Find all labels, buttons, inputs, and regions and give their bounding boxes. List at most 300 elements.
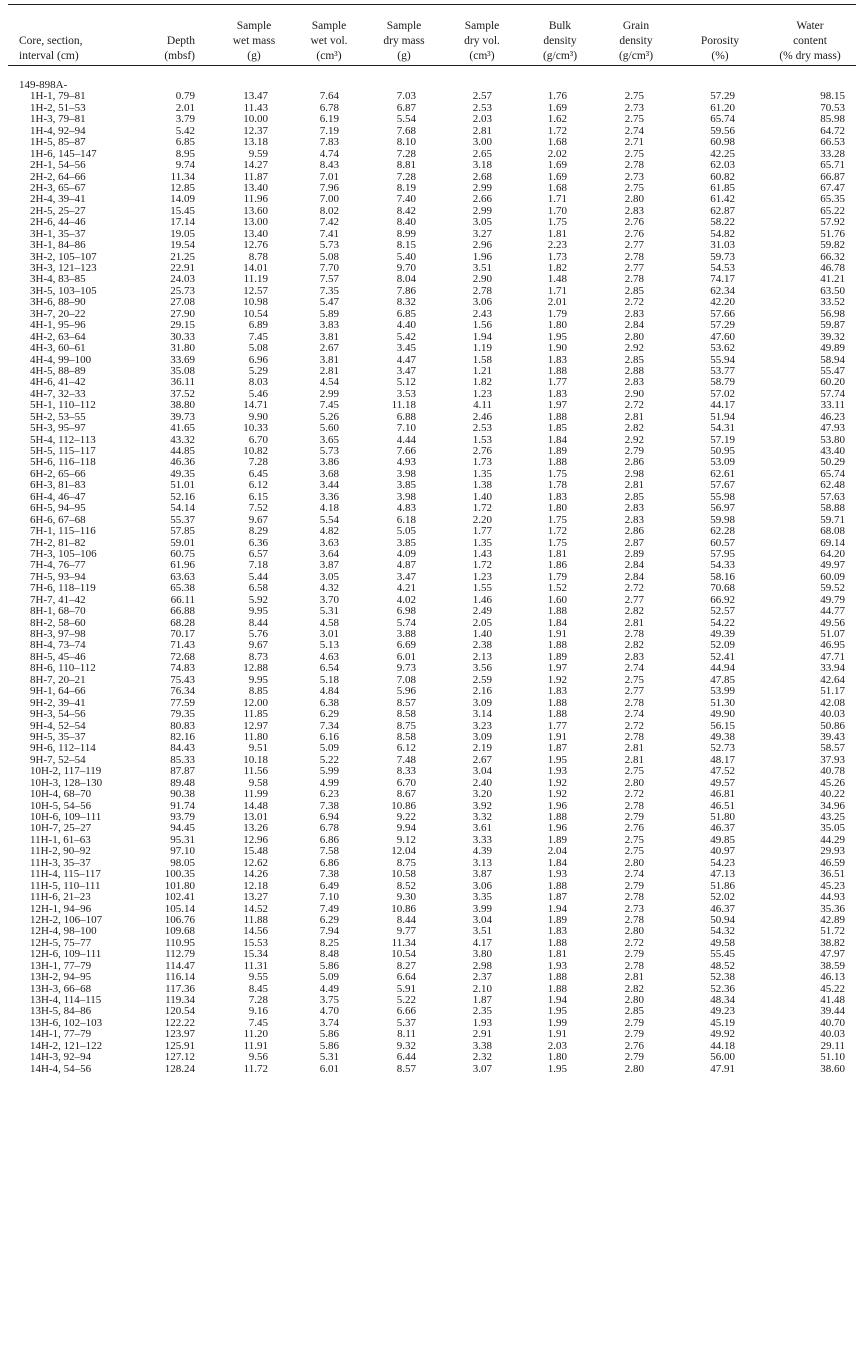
cell-dry_mass: 9.30 bbox=[396, 891, 416, 904]
cell-water: 45.26 bbox=[820, 776, 845, 789]
cell-dry_mass: 12.04 bbox=[391, 845, 416, 858]
cell-water: 98.15 bbox=[820, 90, 845, 103]
cell-depth: 0.79 bbox=[175, 90, 195, 103]
cell-depth: 68.28 bbox=[170, 616, 195, 629]
cell-core: 4H-6, 41–42 bbox=[30, 376, 86, 389]
cell-wet_vol: 6.16 bbox=[319, 730, 339, 743]
cell-porosity: 57.19 bbox=[710, 433, 735, 446]
cell-dry_vol: 3.06 bbox=[472, 296, 492, 309]
cell-dry_vol: 1.53 bbox=[472, 433, 492, 446]
cell-depth: 127.12 bbox=[164, 1051, 195, 1064]
table-row bbox=[0, 503, 863, 514]
cell-grain: 2.77 bbox=[624, 239, 644, 252]
cell-core: 1H-2, 51–53 bbox=[30, 101, 86, 114]
cell-core: 10H-6, 109–111 bbox=[30, 811, 102, 823]
cell-grain: 2.75 bbox=[624, 765, 644, 778]
table-row bbox=[0, 892, 863, 903]
cell-grain: 2.78 bbox=[624, 273, 644, 286]
cell-dry_mass: 8.19 bbox=[396, 181, 416, 194]
cell-water: 58.94 bbox=[820, 353, 845, 366]
cell-dry_vol: 2.76 bbox=[472, 445, 492, 457]
cell-dry_vol: 3.04 bbox=[472, 913, 492, 926]
cell-bulk: 1.88 bbox=[547, 811, 567, 823]
cell-wet_vol: 3.83 bbox=[319, 319, 339, 332]
cell-depth: 63.63 bbox=[170, 570, 195, 583]
cell-porosity: 31.03 bbox=[710, 239, 735, 252]
cell-grain: 2.78 bbox=[624, 159, 644, 172]
cell-wet_mass: 13.47 bbox=[243, 90, 268, 103]
cell-wet_vol: 7.35 bbox=[319, 284, 339, 297]
cell-water: 66.53 bbox=[820, 136, 845, 149]
cell-depth: 123.97 bbox=[164, 1028, 195, 1041]
cell-water: 56.98 bbox=[820, 307, 845, 320]
cell-core: 6H-5, 94–95 bbox=[30, 502, 86, 515]
cell-dry_mass: 3.85 bbox=[396, 536, 416, 549]
cell-wet_vol: 3.68 bbox=[319, 467, 339, 480]
cell-grain: 2.81 bbox=[624, 410, 644, 423]
cell-porosity: 52.38 bbox=[710, 971, 735, 984]
cell-bulk: 1.82 bbox=[547, 262, 567, 274]
table-row bbox=[0, 686, 863, 697]
cell-wet_vol: 7.49 bbox=[319, 902, 339, 915]
cell-depth: 39.73 bbox=[170, 410, 195, 423]
cell-wet_vol: 5.89 bbox=[319, 307, 339, 320]
cell-dry_mass: 9.94 bbox=[396, 822, 416, 835]
cell-depth: 91.74 bbox=[170, 799, 195, 812]
cell-core: 3H-3, 121–123 bbox=[30, 262, 97, 274]
cell-water: 66.87 bbox=[820, 170, 845, 183]
cell-dry_mass: 8.27 bbox=[396, 959, 416, 972]
cell-depth: 54.14 bbox=[170, 502, 195, 515]
cell-bulk: 1.88 bbox=[547, 708, 567, 721]
cell-dry_vol: 1.56 bbox=[472, 319, 492, 332]
cell-core: 12H-5, 75–77 bbox=[30, 936, 92, 949]
cell-core: 1H-5, 85–87 bbox=[30, 136, 86, 149]
cell-wet_mass: 9.59 bbox=[248, 147, 268, 160]
cell-dry_vol: 3.09 bbox=[472, 696, 492, 709]
cell-dry_mass: 8.40 bbox=[396, 216, 416, 229]
cell-wet_vol: 4.82 bbox=[319, 525, 339, 538]
cell-dry_vol: 1.77 bbox=[472, 525, 492, 538]
cell-dry_vol: 1.96 bbox=[472, 250, 492, 263]
cell-water: 41.48 bbox=[820, 994, 845, 1006]
cell-wet_mass: 8.44 bbox=[248, 616, 268, 629]
cell-bulk: 1.69 bbox=[547, 170, 567, 183]
cell-depth: 12.85 bbox=[170, 181, 195, 194]
cell-wet_mass: 12.96 bbox=[243, 833, 268, 846]
cell-wet_mass: 14.48 bbox=[243, 799, 268, 812]
cell-wet_vol: 6.94 bbox=[319, 811, 339, 823]
cell-dry_vol: 2.46 bbox=[472, 410, 492, 423]
cell-wet_mass: 5.46 bbox=[248, 387, 268, 400]
table-row bbox=[0, 766, 863, 777]
cell-core: 2H-5, 25–27 bbox=[30, 204, 86, 217]
cell-core: 11H-6, 21–23 bbox=[30, 891, 91, 904]
cell-dry_mass: 7.48 bbox=[396, 753, 416, 766]
cell-water: 39.43 bbox=[820, 730, 845, 743]
hole-group-label: 149-898A- bbox=[19, 79, 68, 91]
cell-grain: 2.72 bbox=[624, 719, 644, 732]
cell-wet_mass: 15.48 bbox=[243, 845, 268, 858]
cell-wet_vol: 5.54 bbox=[319, 513, 339, 526]
cell-core: 3H-4, 83–85 bbox=[30, 273, 86, 286]
cell-bulk: 1.88 bbox=[547, 410, 567, 423]
cell-wet_mass: 14.71 bbox=[243, 399, 268, 412]
cell-wet_mass: 13.40 bbox=[243, 227, 268, 240]
cell-porosity: 53.99 bbox=[710, 685, 735, 698]
cell-dry_vol: 1.72 bbox=[472, 559, 492, 572]
header-dry_vol-line: Sample bbox=[464, 20, 500, 32]
cell-core: 6H-3, 81–83 bbox=[30, 479, 86, 492]
cell-dry_vol: 1.35 bbox=[472, 536, 492, 549]
cell-dry_mass: 5.22 bbox=[396, 994, 416, 1006]
cell-grain: 2.92 bbox=[624, 342, 644, 355]
cell-depth: 44.85 bbox=[170, 445, 195, 457]
cell-porosity: 62.28 bbox=[710, 525, 735, 538]
cell-water: 60.09 bbox=[820, 570, 845, 583]
cell-dry_vol: 2.67 bbox=[472, 753, 492, 766]
cell-bulk: 1.79 bbox=[547, 570, 567, 583]
cell-depth: 11.34 bbox=[170, 170, 195, 183]
cell-wet_mass: 11.80 bbox=[243, 730, 268, 743]
cell-bulk: 1.86 bbox=[547, 559, 567, 572]
cell-bulk: 2.04 bbox=[547, 845, 567, 858]
cell-dry_vol: 1.94 bbox=[472, 330, 492, 343]
cell-dry_mass: 8.42 bbox=[396, 204, 416, 217]
cell-dry_mass: 3.47 bbox=[396, 364, 416, 377]
cell-depth: 46.36 bbox=[170, 456, 195, 469]
cell-dry_vol: 1.38 bbox=[472, 479, 492, 492]
cell-dry_mass: 3.85 bbox=[396, 479, 416, 492]
cell-dry_mass: 5.74 bbox=[396, 616, 416, 629]
cell-water: 46.95 bbox=[820, 639, 845, 652]
cell-wet_vol: 4.63 bbox=[319, 650, 339, 663]
cell-water: 51.07 bbox=[820, 628, 845, 640]
cell-water: 55.47 bbox=[820, 364, 845, 377]
cell-wet_vol: 5.31 bbox=[319, 1051, 339, 1064]
cell-wet_mass: 11.43 bbox=[243, 101, 268, 114]
cell-dry_vol: 3.27 bbox=[472, 227, 492, 240]
cell-wet_mass: 12.88 bbox=[243, 662, 268, 675]
cell-bulk: 1.81 bbox=[547, 547, 567, 560]
cell-grain: 2.72 bbox=[624, 399, 644, 412]
cell-bulk: 1.88 bbox=[547, 879, 567, 892]
cell-porosity: 62.87 bbox=[710, 204, 735, 217]
cell-grain: 2.78 bbox=[624, 959, 644, 972]
cell-depth: 6.85 bbox=[175, 136, 195, 149]
header-grain-line: density bbox=[619, 35, 653, 47]
cell-wet_vol: 6.86 bbox=[319, 856, 339, 869]
cell-porosity: 46.51 bbox=[710, 799, 735, 812]
cell-grain: 2.80 bbox=[624, 994, 644, 1006]
cell-dry_vol: 3.04 bbox=[472, 765, 492, 778]
cell-depth: 90.38 bbox=[170, 788, 195, 801]
cell-grain: 2.90 bbox=[624, 387, 644, 400]
cell-dry_vol: 3.61 bbox=[472, 822, 492, 835]
cell-depth: 98.05 bbox=[170, 856, 195, 869]
cell-water: 70.53 bbox=[820, 101, 845, 114]
cell-porosity: 49.39 bbox=[710, 628, 735, 640]
cell-wet_vol: 5.86 bbox=[319, 1028, 339, 1041]
cell-depth: 14.09 bbox=[170, 193, 195, 206]
cell-dry_vol: 2.03 bbox=[472, 113, 492, 126]
cell-grain: 2.84 bbox=[624, 319, 644, 332]
cell-water: 59.82 bbox=[820, 239, 845, 252]
cell-bulk: 1.89 bbox=[547, 833, 567, 846]
table-rows bbox=[0, 91, 863, 1075]
cell-core: 7H-6, 118–119 bbox=[30, 582, 96, 595]
cell-wet_vol: 5.73 bbox=[319, 445, 339, 457]
cell-water: 50.86 bbox=[820, 719, 845, 732]
cell-core: 5H-4, 112–113 bbox=[30, 433, 96, 446]
cell-wet_vol: 3.81 bbox=[319, 330, 339, 343]
cell-grain: 2.72 bbox=[624, 788, 644, 801]
cell-dry_mass: 7.68 bbox=[396, 124, 416, 137]
cell-dry_vol: 2.57 bbox=[472, 90, 492, 103]
cell-dry_mass: 7.08 bbox=[396, 673, 416, 686]
cell-bulk: 1.91 bbox=[547, 730, 567, 743]
cell-dry_vol: 4.17 bbox=[472, 936, 492, 949]
cell-wet_vol: 5.09 bbox=[319, 742, 339, 755]
cell-bulk: 1.91 bbox=[547, 628, 567, 640]
cell-dry_mass: 5.42 bbox=[396, 330, 416, 343]
cell-wet_vol: 6.54 bbox=[319, 662, 339, 675]
cell-depth: 80.83 bbox=[170, 719, 195, 732]
cell-porosity: 48.52 bbox=[710, 959, 735, 972]
header-porosity-line: (%) bbox=[711, 50, 729, 62]
cell-dry_mass: 8.57 bbox=[396, 696, 416, 709]
cell-wet_mass: 12.00 bbox=[243, 696, 268, 709]
cell-dry_mass: 10.54 bbox=[391, 948, 416, 961]
cell-depth: 55.37 bbox=[170, 513, 195, 526]
cell-depth: 66.11 bbox=[170, 593, 195, 606]
cell-dry_mass: 5.05 bbox=[396, 525, 416, 538]
cell-wet_mass: 12.62 bbox=[243, 856, 268, 869]
cell-core: 4H-3, 60–61 bbox=[30, 342, 86, 355]
cell-core: 13H-6, 102–103 bbox=[30, 1016, 103, 1029]
cell-dry_mass: 7.10 bbox=[396, 422, 416, 435]
cell-dry_mass: 6.01 bbox=[396, 650, 416, 663]
cell-wet_vol: 7.94 bbox=[319, 925, 339, 938]
cell-core: 7H-1, 115–116 bbox=[30, 525, 96, 538]
cell-grain: 2.75 bbox=[624, 845, 644, 858]
cell-water: 40.03 bbox=[820, 1028, 845, 1041]
cell-bulk: 1.88 bbox=[547, 605, 567, 618]
cell-porosity: 58.79 bbox=[710, 376, 735, 389]
cell-dry_vol: 2.40 bbox=[472, 776, 492, 789]
cell-bulk: 1.99 bbox=[547, 1016, 567, 1029]
cell-bulk: 1.89 bbox=[547, 445, 567, 457]
cell-wet_vol: 4.58 bbox=[319, 616, 339, 629]
cell-water: 41.21 bbox=[820, 273, 845, 286]
cell-core: 7H-7, 41–42 bbox=[30, 593, 86, 606]
cell-depth: 100.35 bbox=[164, 868, 195, 881]
cell-depth: 128.24 bbox=[164, 1062, 195, 1075]
cell-water: 44.29 bbox=[820, 833, 845, 846]
cell-porosity: 49.58 bbox=[710, 936, 735, 949]
cell-grain: 2.83 bbox=[624, 307, 644, 320]
cell-porosity: 48.34 bbox=[710, 994, 735, 1006]
cell-wet_mass: 14.01 bbox=[243, 262, 268, 274]
cell-core: 6H-2, 65–66 bbox=[30, 467, 86, 480]
cell-dry_mass: 9.73 bbox=[396, 662, 416, 675]
cell-depth: 24.03 bbox=[170, 273, 195, 286]
cell-dry_vol: 3.09 bbox=[472, 730, 492, 743]
cell-depth: 75.43 bbox=[170, 673, 195, 686]
cell-wet_vol: 4.99 bbox=[319, 776, 339, 789]
cell-depth: 38.80 bbox=[170, 399, 195, 412]
cell-wet_vol: 7.42 bbox=[319, 216, 339, 229]
cell-dry_mass: 8.57 bbox=[396, 1062, 416, 1075]
cell-porosity: 45.19 bbox=[710, 1016, 735, 1029]
cell-bulk: 1.84 bbox=[547, 433, 567, 446]
cell-bulk: 1.88 bbox=[547, 936, 567, 949]
cell-porosity: 52.36 bbox=[710, 982, 735, 995]
cell-dry_vol: 2.53 bbox=[472, 422, 492, 435]
cell-wet_mass: 8.29 bbox=[248, 525, 268, 538]
cell-depth: 119.34 bbox=[165, 994, 195, 1006]
cell-wet_vol: 5.31 bbox=[319, 605, 339, 618]
cell-grain: 2.82 bbox=[624, 982, 644, 995]
cell-depth: 85.33 bbox=[170, 753, 195, 766]
header-dry_vol-line: dry vol. bbox=[464, 35, 500, 47]
cell-core: 8H-2, 58–60 bbox=[30, 616, 86, 629]
cell-core: 4H-1, 95–96 bbox=[30, 319, 86, 332]
cell-wet_mass: 6.45 bbox=[248, 467, 268, 480]
cell-water: 45.23 bbox=[820, 879, 845, 892]
header-depth-line: Depth bbox=[166, 35, 195, 47]
cell-core: 12H-4, 98–100 bbox=[30, 925, 97, 938]
header-core bbox=[19, 34, 83, 64]
cell-porosity: 51.94 bbox=[710, 410, 735, 423]
cell-water: 51.17 bbox=[820, 685, 845, 698]
cell-wet_mass: 5.08 bbox=[248, 342, 268, 355]
cell-dry_vol: 1.87 bbox=[472, 994, 492, 1006]
cell-porosity: 54.33 bbox=[710, 559, 735, 572]
cell-dry_vol: 1.43 bbox=[472, 547, 492, 560]
cell-bulk: 1.91 bbox=[547, 1028, 567, 1041]
cell-wet_vol: 3.63 bbox=[319, 536, 339, 549]
cell-bulk: 1.97 bbox=[547, 399, 567, 412]
cell-water: 68.08 bbox=[820, 525, 845, 538]
cell-bulk: 1.77 bbox=[547, 719, 567, 732]
table-row bbox=[0, 1052, 863, 1063]
cell-wet_mass: 7.45 bbox=[248, 330, 268, 343]
cell-porosity: 57.67 bbox=[710, 479, 735, 492]
cell-grain: 2.86 bbox=[624, 525, 644, 538]
cell-dry_vol: 2.38 bbox=[472, 639, 492, 652]
cell-water: 62.48 bbox=[820, 479, 845, 492]
cell-wet_vol: 3.64 bbox=[319, 547, 339, 560]
cell-core: 3H-7, 20–22 bbox=[30, 307, 86, 320]
cell-wet_vol: 5.13 bbox=[319, 639, 339, 652]
cell-grain: 2.88 bbox=[624, 364, 644, 377]
cell-core: 9H-5, 35–37 bbox=[30, 730, 86, 743]
cell-water: 38.60 bbox=[820, 1062, 845, 1075]
cell-wet_vol: 5.47 bbox=[319, 296, 339, 309]
cell-wet_vol: 4.49 bbox=[319, 982, 339, 995]
cell-bulk: 1.79 bbox=[547, 307, 567, 320]
cell-water: 57.63 bbox=[820, 490, 845, 503]
cell-dry_mass: 4.02 bbox=[396, 593, 416, 606]
cell-bulk: 1.62 bbox=[547, 113, 567, 126]
cell-grain: 2.81 bbox=[624, 742, 644, 755]
cell-bulk: 1.92 bbox=[547, 776, 567, 789]
cell-dry_mass: 9.70 bbox=[396, 262, 416, 274]
cell-depth: 37.52 bbox=[170, 387, 195, 400]
cell-grain: 2.79 bbox=[624, 1028, 644, 1041]
cell-water: 33.28 bbox=[820, 147, 845, 160]
cell-grain: 2.77 bbox=[624, 262, 644, 274]
cell-dry_vol: 3.99 bbox=[472, 902, 492, 915]
cell-wet_mass: 14.56 bbox=[243, 925, 268, 938]
cell-wet_vol: 7.57 bbox=[319, 273, 339, 286]
cell-wet_mass: 14.52 bbox=[243, 902, 268, 915]
cell-dry_mass: 4.83 bbox=[396, 502, 416, 515]
cell-grain: 2.79 bbox=[624, 948, 644, 961]
cell-water: 65.71 bbox=[820, 159, 845, 172]
cell-grain: 2.82 bbox=[624, 422, 644, 435]
table-row bbox=[0, 869, 863, 880]
cell-bulk: 1.75 bbox=[547, 536, 567, 549]
cell-core: 6H-4, 46–47 bbox=[30, 490, 86, 503]
cell-dry_vol: 3.07 bbox=[472, 1062, 492, 1075]
cell-water: 67.47 bbox=[820, 181, 845, 194]
cell-bulk: 1.90 bbox=[547, 342, 567, 355]
cell-core: 4H-4, 99–100 bbox=[30, 353, 92, 366]
cell-core: 2H-3, 65–67 bbox=[30, 181, 86, 194]
cell-bulk: 1.83 bbox=[547, 387, 567, 400]
cell-dry_vol: 2.37 bbox=[472, 971, 492, 984]
cell-wet_mass: 10.82 bbox=[243, 445, 268, 457]
cell-dry_vol: 2.20 bbox=[472, 513, 492, 526]
cell-bulk: 1.81 bbox=[547, 948, 567, 961]
cell-wet_mass: 14.26 bbox=[243, 868, 268, 881]
cell-depth: 82.16 bbox=[170, 730, 195, 743]
header-dry_mass-line: (g) bbox=[397, 50, 411, 62]
cell-wet_vol: 3.75 bbox=[319, 994, 339, 1006]
cell-bulk: 1.83 bbox=[547, 925, 567, 938]
cell-dry_mass: 8.81 bbox=[396, 159, 416, 172]
cell-grain: 2.81 bbox=[624, 971, 644, 984]
cell-grain: 2.79 bbox=[624, 1051, 644, 1064]
cell-grain: 2.79 bbox=[624, 1016, 644, 1029]
cell-grain: 2.73 bbox=[624, 170, 644, 183]
cell-dry_mass: 3.98 bbox=[396, 490, 416, 503]
cell-wet_vol: 6.29 bbox=[319, 913, 339, 926]
cell-depth: 84.43 bbox=[170, 742, 195, 755]
cell-wet_mass: 13.00 bbox=[243, 216, 268, 229]
cell-grain: 2.71 bbox=[624, 136, 644, 149]
cell-wet_vol: 4.32 bbox=[319, 582, 339, 595]
cell-bulk: 1.94 bbox=[547, 994, 567, 1006]
cell-core: 11H-2, 90–92 bbox=[30, 845, 91, 858]
header-wet_vol-line: wet vol. bbox=[310, 35, 348, 47]
cell-wet_mass: 9.67 bbox=[248, 639, 268, 652]
cell-wet_mass: 9.51 bbox=[248, 742, 268, 755]
cell-wet_mass: 9.95 bbox=[248, 673, 268, 686]
cell-grain: 2.80 bbox=[624, 776, 644, 789]
cell-porosity: 47.85 bbox=[710, 673, 735, 686]
cell-grain: 2.78 bbox=[624, 799, 644, 812]
cell-wet_mass: 5.29 bbox=[248, 364, 268, 377]
cell-porosity: 49.38 bbox=[710, 730, 735, 743]
cell-water: 40.03 bbox=[820, 708, 845, 721]
cell-bulk: 1.88 bbox=[547, 696, 567, 709]
cell-grain: 2.89 bbox=[624, 547, 644, 560]
cell-bulk: 1.84 bbox=[547, 616, 567, 629]
cell-water: 65.22 bbox=[820, 204, 845, 217]
